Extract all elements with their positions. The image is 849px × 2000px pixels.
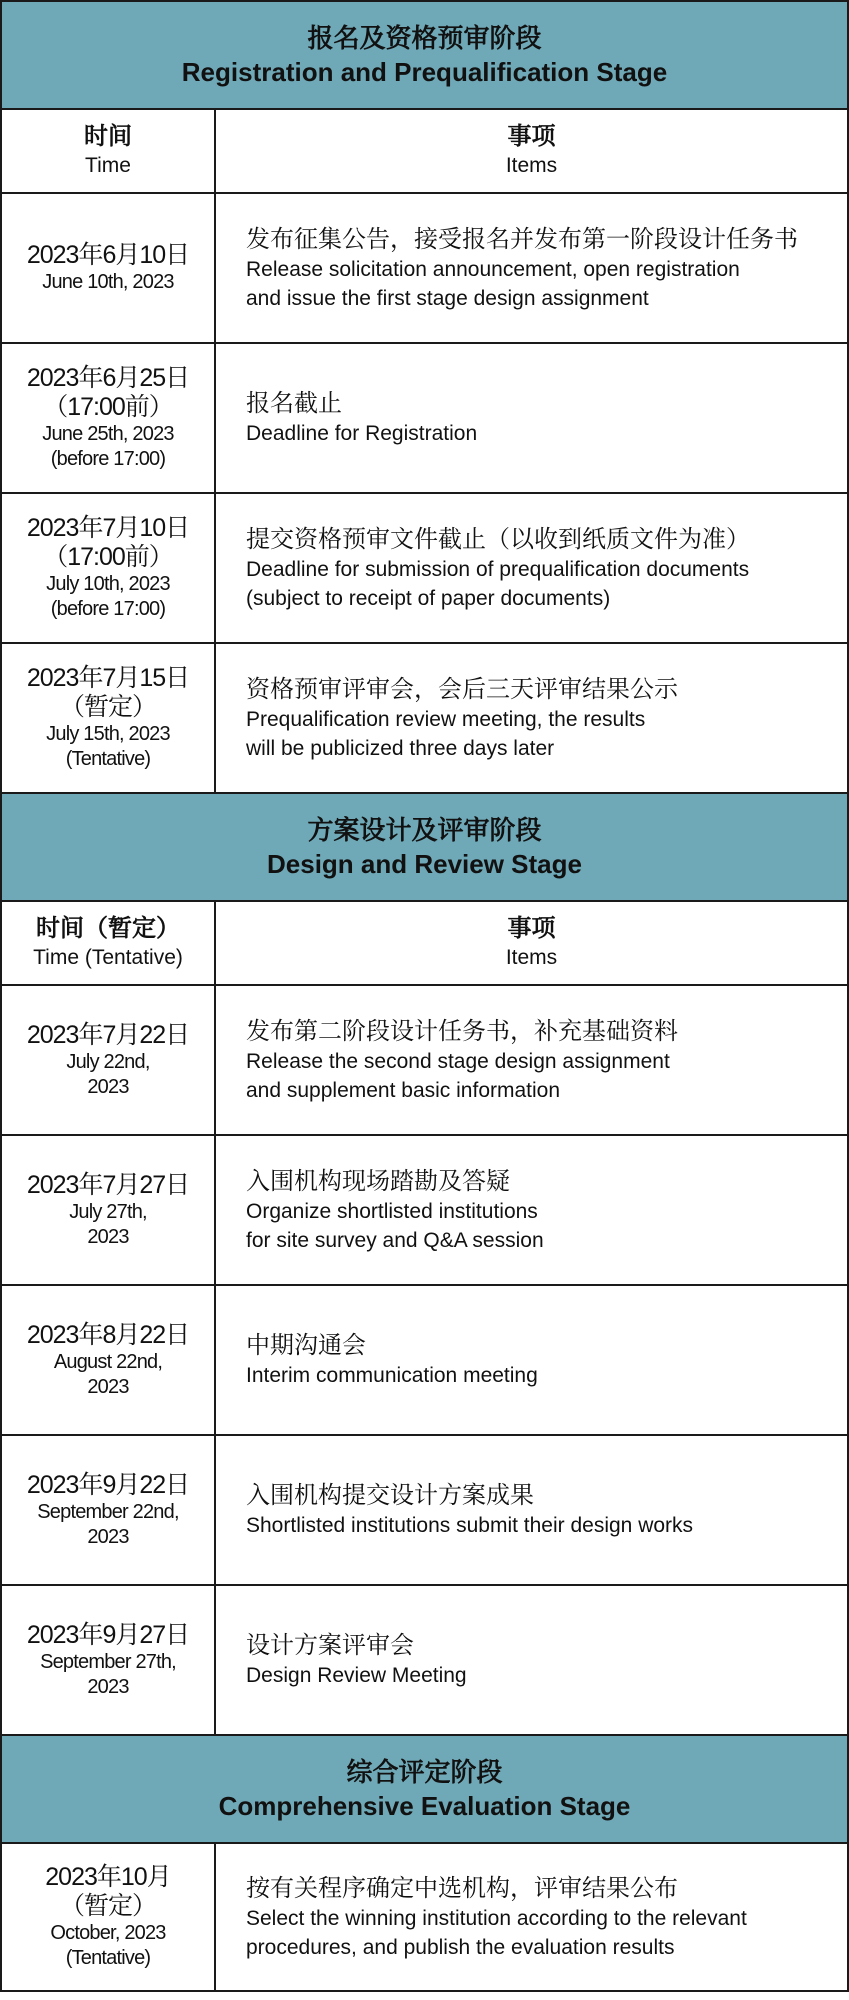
date-line: 2023	[87, 1525, 129, 1548]
date-cell	[2, 1436, 216, 1584]
items-header-en: Items	[505, 154, 558, 177]
item-line: 入围机构提交设计方案成果	[246, 1482, 534, 1509]
stage-title-band	[0, 1734, 849, 1842]
date-line: September 22nd,	[37, 1500, 179, 1523]
items-header-cell	[216, 110, 847, 192]
date-line: （暂定）	[59, 693, 156, 721]
stage-title-band	[0, 792, 849, 900]
schedule-row	[0, 492, 849, 642]
date-cell	[2, 1286, 216, 1434]
date-line: 2023年9月27日	[26, 1620, 190, 1649]
date-line: September 27th,	[40, 1650, 176, 1673]
stage-title-zh: 报名及资格预审阶段	[307, 23, 542, 53]
date-cell	[2, 1136, 216, 1284]
date-line: 2023年7月15日	[26, 664, 190, 692]
date-line: 2023	[87, 1675, 129, 1698]
item-line: Deadline for Registration	[246, 422, 478, 445]
date-line: August 22nd,	[53, 1350, 163, 1373]
item-line: 报名截止	[246, 390, 342, 417]
item-cell	[216, 1844, 847, 1990]
schedule-row	[0, 1134, 849, 1284]
date-line: 2023年9月22日	[26, 1470, 190, 1499]
items-header-zh: 事项	[507, 915, 556, 942]
items-header-zh: 事项	[507, 123, 556, 150]
date-line: October, 2023	[50, 1922, 166, 1944]
date-line: July 15th, 2023	[46, 723, 170, 745]
schedule-row	[0, 1434, 849, 1584]
item-cell	[216, 1136, 847, 1284]
date-line: 2023年6月10日	[26, 241, 190, 269]
date-line: 2023	[87, 1375, 129, 1398]
schedule-row	[0, 1842, 849, 1992]
schedule-row	[0, 1584, 849, 1734]
schedule-row	[0, 342, 849, 492]
items-header-cell	[216, 902, 847, 984]
item-cell	[216, 194, 847, 342]
item-line: will be publicized three days later	[246, 736, 555, 760]
item-cell	[216, 1586, 847, 1734]
item-line: Release solicitation announcement, open registration	[246, 257, 740, 281]
date-line: 2023年10月	[45, 1863, 171, 1891]
item-cell	[216, 494, 847, 642]
item-line: Design Review Meeting	[246, 1664, 467, 1687]
schedule-row	[0, 1284, 849, 1434]
time-header-en: Time (Tentative)	[33, 946, 183, 969]
item-line: 发布征集公告，接受报名并发布第一阶段设计任务书	[246, 225, 798, 253]
date-cell	[2, 986, 216, 1134]
table-header-row	[0, 900, 849, 984]
date-line: July 27th,	[69, 1200, 147, 1223]
item-line: 设计方案评审会	[246, 1632, 414, 1659]
item-cell	[216, 644, 847, 792]
items-header-en: Items	[505, 946, 558, 969]
date-line: June 10th, 2023	[42, 271, 174, 293]
date-cell	[2, 1586, 216, 1734]
stage-title-en: Registration and Prequalification Stage	[181, 57, 668, 87]
item-line: 按有关程序确定中选机构，评审结果公布	[246, 1874, 678, 1902]
date-line: 2023年6月25日	[26, 364, 190, 392]
item-line: for site survey and Q&A session	[246, 1228, 544, 1252]
item-line: 中期沟通会	[246, 1332, 366, 1359]
schedule-row	[0, 642, 849, 792]
item-line: (subject to receipt of paper documents)	[246, 586, 611, 610]
date-line: (Tentative)	[65, 748, 151, 770]
item-line: Prequalification review meeting, the results	[246, 707, 646, 731]
date-cell	[2, 644, 216, 792]
time-header-zh: 时间	[84, 123, 132, 150]
date-line: 2023年7月10日	[26, 514, 190, 542]
item-cell	[216, 1436, 847, 1584]
item-line: 发布第二阶段设计任务书，补充基础资料	[246, 1017, 678, 1045]
date-line: June 25th, 2023	[42, 423, 174, 445]
time-header-en: Time	[85, 154, 131, 177]
item-cell	[216, 986, 847, 1134]
date-line: (before 17:00)	[50, 598, 166, 620]
item-line: and issue the first stage design assignment	[246, 286, 649, 310]
item-line: Shortlisted institutions submit their design works	[246, 1514, 694, 1537]
item-line: Organize shortlisted institutions	[246, 1199, 538, 1223]
date-cell	[2, 494, 216, 642]
schedule-row	[0, 192, 849, 342]
date-line: (Tentative)	[65, 1947, 151, 1969]
item-line: Select the winning institution according to the relevant	[246, 1906, 747, 1930]
stage-title-zh: 方案设计及评审阶段	[307, 815, 542, 845]
item-cell	[216, 344, 847, 492]
date-cell	[2, 194, 216, 342]
date-line: （17:00前）	[43, 543, 173, 571]
stage-title-band	[0, 0, 849, 108]
item-line: Deadline for submission of prequalification documents	[246, 557, 750, 581]
item-cell	[216, 1286, 847, 1434]
date-line: July 10th, 2023	[46, 573, 170, 595]
item-line: 提交资格预审文件截止（以收到纸质文件为准）	[246, 525, 750, 553]
stage-title-zh: 综合评定阶段	[346, 1757, 503, 1787]
date-cell	[2, 1844, 216, 1990]
item-line: Release the second stage design assignment	[246, 1049, 670, 1073]
time-header-cell	[2, 902, 216, 984]
date-line: 2023年7月22日	[26, 1020, 190, 1049]
stage-title-en: Comprehensive Evaluation Stage	[218, 1791, 631, 1821]
item-line: 资格预审评审会，会后三天评审结果公示	[246, 675, 678, 703]
item-line: Interim communication meeting	[246, 1364, 538, 1387]
date-line: July 22nd,	[66, 1050, 150, 1073]
time-header-cell	[2, 110, 216, 192]
date-line: (before 17:00)	[50, 448, 166, 470]
date-line: 2023	[87, 1225, 129, 1248]
date-line: 2023年8月22日	[26, 1320, 190, 1349]
time-header-zh: 时间（暂定）	[36, 915, 180, 942]
date-line: 2023	[87, 1075, 129, 1098]
date-line: （17:00前）	[43, 393, 173, 421]
item-line: 入围机构现场踏勘及答疑	[246, 1167, 510, 1195]
item-line: and supplement basic information	[246, 1078, 561, 1102]
date-line: 2023年7月27日	[26, 1170, 190, 1199]
date-line: （暂定）	[59, 1892, 156, 1920]
stage-title-en: Design and Review Stage	[267, 849, 582, 879]
date-cell	[2, 344, 216, 492]
schedule-row	[0, 984, 849, 1134]
item-line: procedures, and publish the evaluation results	[246, 1935, 675, 1959]
table-header-row	[0, 108, 849, 192]
